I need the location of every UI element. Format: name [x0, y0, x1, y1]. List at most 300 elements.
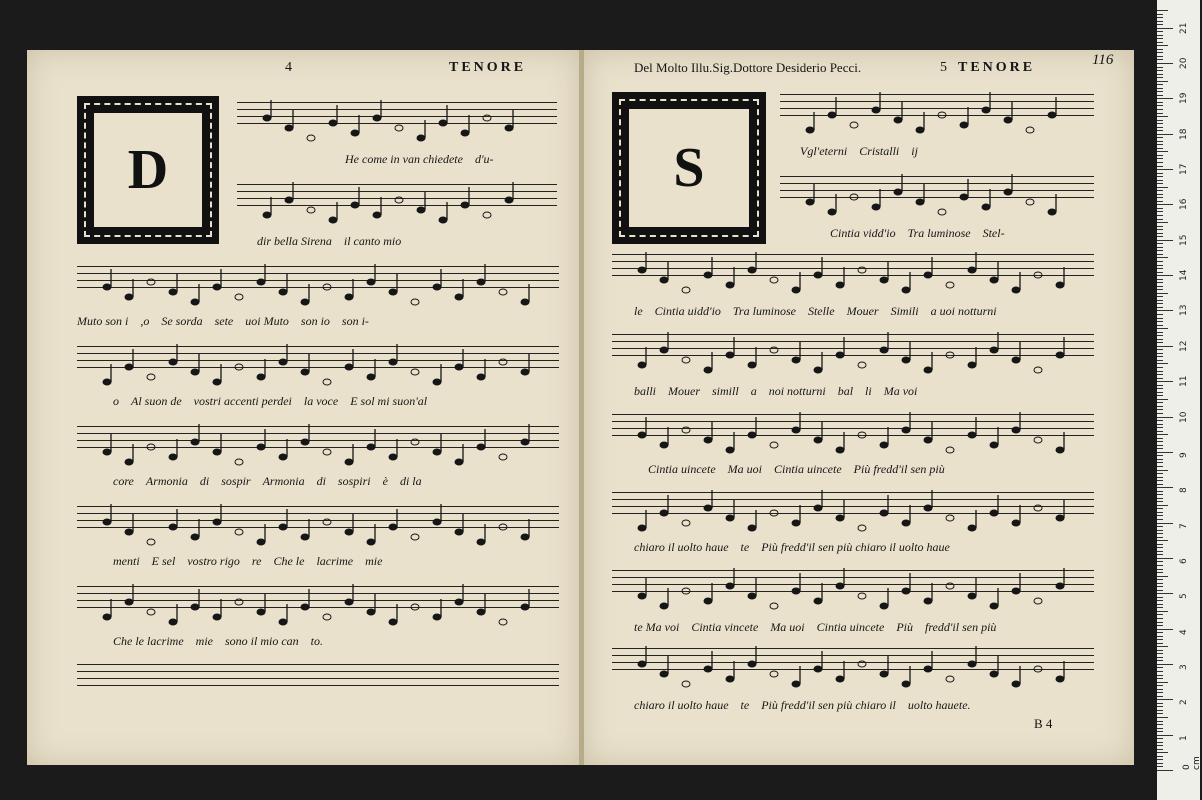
- ruler-tick: [1157, 148, 1163, 149]
- note-head: [792, 520, 800, 526]
- note-head: [125, 459, 133, 465]
- note-head: [916, 199, 924, 205]
- note-head: [213, 379, 221, 385]
- ruler-tick: [1157, 279, 1163, 280]
- left-page: [27, 50, 579, 765]
- ruler-tick: [1157, 452, 1173, 453]
- ruler-tick: [1157, 56, 1163, 57]
- lyric-line-4: o Al suon de vostri accenti perdei la voce E sol mi suon'al: [113, 394, 428, 408]
- note-head: [938, 112, 946, 118]
- ruler-tick: [1157, 484, 1163, 485]
- staff-notes: [77, 572, 559, 628]
- staff-notes: [612, 240, 1094, 296]
- note-head: [235, 529, 243, 535]
- ruler-tick: [1157, 462, 1163, 463]
- note-head: [433, 449, 441, 455]
- ruler-tick: [1157, 70, 1163, 71]
- note-head: [1034, 666, 1042, 672]
- decorated-initial-d: [77, 96, 219, 244]
- note-head: [257, 444, 265, 450]
- ruler-tick: [1157, 583, 1163, 584]
- note-head: [982, 204, 990, 210]
- ruler-tick: [1157, 494, 1163, 495]
- ruler-tick: [1157, 187, 1168, 188]
- ruler-tick: [1157, 558, 1173, 559]
- note-head: [946, 352, 954, 358]
- note-head: [103, 614, 111, 620]
- lyric-line-2: Cintia vidd'io Tra luminose Stel-: [830, 226, 1005, 240]
- note-head: [1012, 357, 1020, 363]
- note-head: [814, 367, 822, 373]
- note-head: [433, 284, 441, 290]
- ruler-tick: [1157, 703, 1163, 704]
- ruler-tick: [1157, 399, 1168, 400]
- ruler-tick: [1157, 282, 1163, 283]
- note-head: [521, 439, 529, 445]
- ruler-tick: [1157, 250, 1163, 251]
- ruler-tick: [1157, 735, 1173, 736]
- note-head: [345, 294, 353, 300]
- note-head: [806, 127, 814, 133]
- ruler-tick: [1157, 127, 1163, 128]
- note-head: [858, 525, 866, 531]
- ruler-tick: [1157, 413, 1163, 414]
- ruler-tick: [1157, 169, 1173, 170]
- ruler-tick: [1157, 31, 1163, 32]
- ruler-tick: [1157, 526, 1163, 527]
- ruler-tick: [1157, 81, 1168, 82]
- music-staff: [237, 184, 557, 212]
- ruler-tick: [1157, 569, 1163, 570]
- note-head: [880, 671, 888, 677]
- ruler-tick: [1157, 643, 1163, 644]
- note-head: [499, 524, 507, 530]
- note-head: [836, 676, 844, 682]
- ruler-tick: [1157, 265, 1163, 266]
- left-page-number: 4: [285, 60, 292, 75]
- ruler-tick: [1157, 371, 1163, 372]
- ruler-tick: [1157, 625, 1163, 626]
- note-head: [345, 529, 353, 535]
- ruler-label: 21: [1179, 22, 1189, 34]
- ruler-tick: [1157, 561, 1163, 562]
- note-head: [279, 289, 287, 295]
- ruler-tick: [1157, 756, 1163, 757]
- ruler-tick: [1157, 650, 1163, 651]
- ruler-tick: [1157, 49, 1163, 50]
- note-head: [367, 279, 375, 285]
- note-head: [682, 357, 690, 363]
- note-head: [191, 369, 199, 375]
- note-head: [235, 294, 243, 300]
- note-head: [389, 359, 397, 365]
- ruler-tick: [1157, 710, 1163, 711]
- ruler-tick: [1157, 342, 1163, 343]
- ruler-label: 14: [1179, 269, 1189, 282]
- note-head: [103, 379, 111, 385]
- note-head: [147, 444, 155, 450]
- ruler-tick: [1157, 438, 1163, 439]
- ruler-tick: [1157, 144, 1163, 145]
- ruler-tick: [1157, 374, 1163, 375]
- ruler-tick: [1157, 448, 1163, 449]
- ruler-tick: [1157, 392, 1163, 393]
- note-head: [477, 279, 485, 285]
- note-head: [1012, 681, 1020, 687]
- note-head: [235, 459, 243, 465]
- ruler-tick: [1157, 381, 1173, 382]
- note-head: [389, 619, 397, 625]
- note-head: [125, 364, 133, 370]
- right-page-number: 5: [940, 60, 947, 75]
- ruler-tick: [1157, 236, 1163, 237]
- note-head: [125, 294, 133, 300]
- note-head: [455, 459, 463, 465]
- ruler-tick: [1157, 254, 1163, 255]
- note-head: [1012, 427, 1020, 433]
- note-head: [169, 289, 177, 295]
- ruler-tick: [1157, 473, 1163, 474]
- staff-notes: [77, 492, 559, 548]
- ruler-tick: [1157, 547, 1163, 548]
- ruler-tick: [1157, 95, 1163, 96]
- note-head: [858, 432, 866, 438]
- ruler-tick: [1157, 530, 1163, 531]
- note-head: [872, 107, 880, 113]
- measurement-ruler: [1157, 0, 1200, 800]
- note-head: [946, 676, 954, 682]
- ruler-tick: [1157, 487, 1173, 488]
- note-head: [329, 120, 337, 126]
- ruler-tick: [1157, 261, 1163, 262]
- note-head: [345, 364, 353, 370]
- note-head: [748, 432, 756, 438]
- ruler-tick: [1157, 367, 1163, 368]
- ruler-label: 4: [1179, 628, 1189, 635]
- note-head: [103, 449, 111, 455]
- ruler-tick: [1157, 431, 1163, 432]
- note-head: [858, 593, 866, 599]
- note-head: [257, 609, 265, 615]
- note-head: [307, 207, 315, 213]
- note-head: [1004, 189, 1012, 195]
- note-head: [301, 369, 309, 375]
- ruler-tick: [1157, 328, 1168, 329]
- staff-notes: [612, 634, 1094, 690]
- ruler-tick: [1157, 622, 1163, 623]
- ruler-tick: [1157, 470, 1168, 471]
- note-head: [461, 130, 469, 136]
- note-head: [169, 454, 177, 460]
- note-head: [990, 442, 998, 448]
- note-head: [902, 357, 910, 363]
- note-head: [814, 666, 822, 672]
- note-head: [257, 539, 265, 545]
- ruler-label: 10: [1179, 411, 1189, 423]
- note-head: [682, 520, 690, 526]
- ruler-tick: [1157, 675, 1163, 676]
- ruler-label: 1: [1179, 734, 1189, 741]
- ruler-tick: [1157, 360, 1163, 361]
- ruler-tick: [1157, 91, 1163, 92]
- staff-notes: [780, 162, 1094, 218]
- note-head: [323, 449, 331, 455]
- note-head: [968, 267, 976, 273]
- ruler-tick: [1157, 728, 1163, 729]
- note-head: [748, 525, 756, 531]
- note-head: [792, 287, 800, 293]
- ruler-tick: [1157, 219, 1163, 220]
- note-head: [389, 524, 397, 530]
- note-head: [902, 520, 910, 526]
- note-head: [461, 202, 469, 208]
- ruler-tick: [1157, 204, 1173, 205]
- ruler-tick: [1157, 576, 1168, 577]
- note-head: [411, 534, 419, 540]
- ruler-tick: [1157, 395, 1163, 396]
- ruler-tick: [1157, 28, 1173, 29]
- ruler-tick: [1157, 639, 1163, 640]
- note-head: [147, 279, 155, 285]
- ruler-tick: [1157, 597, 1163, 598]
- ruler-tick: [1157, 201, 1163, 202]
- note-head: [1034, 272, 1042, 278]
- note-head: [125, 529, 133, 535]
- ruler-label: 7: [1179, 522, 1189, 529]
- ruler-tick: [1157, 296, 1163, 297]
- note-head: [792, 427, 800, 433]
- ruler-tick: [1157, 10, 1168, 11]
- ruler-tick: [1157, 745, 1163, 746]
- note-head: [521, 369, 529, 375]
- note-head: [924, 598, 932, 604]
- ruler-tick: [1157, 98, 1173, 99]
- ruler-tick: [1157, 74, 1163, 75]
- music-staff: [77, 586, 559, 614]
- note-head: [880, 277, 888, 283]
- ruler-tick: [1157, 611, 1168, 612]
- ruler-tick: [1157, 505, 1168, 506]
- note-head: [389, 289, 397, 295]
- ruler-tick: [1157, 363, 1168, 364]
- ruler-tick: [1157, 417, 1173, 418]
- staff-notes: [780, 80, 1094, 136]
- note-head: [828, 209, 836, 215]
- ruler-tick: [1157, 770, 1173, 771]
- ruler-tick: [1157, 134, 1173, 135]
- note-head: [806, 199, 814, 205]
- note-head: [285, 125, 293, 131]
- note-head: [345, 599, 353, 605]
- note-head: [638, 362, 646, 368]
- note-head: [902, 287, 910, 293]
- ruler-unit-label: 0 cm: [1182, 756, 1202, 770]
- decorated-initial-s: [612, 92, 766, 244]
- note-head: [748, 362, 756, 368]
- lyric-line-7: Che le lacrime mie sono il mio can to.: [113, 634, 323, 648]
- ruler-tick: [1157, 544, 1163, 545]
- note-head: [521, 604, 529, 610]
- note-head: [704, 367, 712, 373]
- ruler-tick: [1157, 455, 1163, 456]
- note-head: [521, 534, 529, 540]
- note-head: [279, 619, 287, 625]
- ruler-tick: [1157, 713, 1163, 714]
- ruler-tick: [1157, 385, 1163, 386]
- note-head: [924, 505, 932, 511]
- ruler-tick: [1157, 247, 1163, 248]
- note-head: [682, 287, 690, 293]
- ruler-tick: [1157, 590, 1163, 591]
- lyric-line-6: menti E sel vostro rigo re Che le lacrime mie: [113, 554, 383, 568]
- initial-letter: D: [127, 139, 169, 201]
- ruler-tick: [1157, 88, 1163, 89]
- ruler-tick: [1157, 215, 1163, 216]
- note-head: [1056, 352, 1064, 358]
- ruler-tick: [1157, 459, 1163, 460]
- note-head: [638, 432, 646, 438]
- ruler-tick: [1157, 166, 1163, 167]
- note-head: [836, 447, 844, 453]
- note-head: [411, 369, 419, 375]
- ruler-label: 2: [1179, 699, 1189, 706]
- note-head: [726, 676, 734, 682]
- note-head: [770, 510, 778, 516]
- note-head: [389, 454, 397, 460]
- note-head: [1056, 282, 1064, 288]
- music-staff: [237, 102, 557, 130]
- ruler-tick: [1157, 378, 1163, 379]
- note-head: [704, 666, 712, 672]
- note-head: [455, 599, 463, 605]
- note-head: [351, 130, 359, 136]
- ruler-tick: [1157, 158, 1163, 159]
- ruler-tick: [1157, 151, 1168, 152]
- handwritten-folio: 116: [1092, 52, 1114, 68]
- note-head: [902, 427, 910, 433]
- ruler-tick: [1157, 268, 1163, 269]
- ruler-tick: [1157, 593, 1173, 594]
- note-head: [279, 524, 287, 530]
- ruler-tick: [1157, 706, 1163, 707]
- ruler-tick: [1157, 445, 1163, 446]
- note-head: [1056, 583, 1064, 589]
- note-head: [499, 289, 507, 295]
- note-head: [483, 115, 491, 121]
- ruler-tick: [1157, 38, 1163, 39]
- note-head: [880, 510, 888, 516]
- ruler-tick: [1157, 537, 1163, 538]
- note-head: [125, 599, 133, 605]
- note-head: [263, 212, 271, 218]
- ruler-label: 15: [1179, 234, 1189, 246]
- note-head: [417, 207, 425, 213]
- ruler-tick: [1157, 554, 1163, 555]
- note-head: [880, 442, 888, 448]
- ruler-tick: [1157, 52, 1163, 53]
- note-head: [682, 427, 690, 433]
- note-head: [1012, 520, 1020, 526]
- note-head: [323, 614, 331, 620]
- ruler-tick: [1157, 498, 1163, 499]
- note-head: [1034, 505, 1042, 511]
- ruler-tick: [1157, 21, 1163, 22]
- ruler-tick: [1157, 724, 1163, 725]
- music-staff: [780, 94, 1094, 122]
- ruler-tick: [1157, 689, 1163, 690]
- note-head: [704, 272, 712, 278]
- note-head: [726, 515, 734, 521]
- ruler-tick: [1157, 402, 1163, 403]
- note-head: [147, 374, 155, 380]
- note-head: [682, 588, 690, 594]
- ruler-tick: [1157, 427, 1163, 428]
- note-head: [411, 604, 419, 610]
- note-head: [169, 524, 177, 530]
- note-head: [395, 197, 403, 203]
- ruler-tick: [1157, 441, 1163, 442]
- ruler-tick: [1157, 353, 1163, 354]
- note-head: [990, 603, 998, 609]
- note-head: [433, 614, 441, 620]
- note-head: [814, 272, 822, 278]
- note-head: [439, 217, 447, 223]
- ruler-tick: [1157, 194, 1163, 195]
- ruler-tick: [1157, 293, 1168, 294]
- ruler-tick: [1157, 434, 1168, 435]
- note-head: [704, 437, 712, 443]
- note-head: [455, 529, 463, 535]
- note-head: [880, 347, 888, 353]
- ruler-tick: [1157, 240, 1173, 241]
- note-head: [850, 194, 858, 200]
- ruler-tick: [1157, 84, 1163, 85]
- ruler-tick: [1157, 173, 1163, 174]
- lyric-line-8: chiaro il uolto haue te Più fredd'il sen più chiaro il uolto hauete.: [634, 698, 971, 712]
- note-head: [894, 189, 902, 195]
- music-staff: [612, 648, 1094, 676]
- ruler-tick: [1157, 466, 1163, 467]
- note-head: [213, 449, 221, 455]
- ruler-tick: [1157, 24, 1163, 25]
- ruler-tick: [1157, 190, 1163, 191]
- note-head: [1026, 127, 1034, 133]
- note-head: [373, 115, 381, 121]
- note-head: [814, 437, 822, 443]
- note-head: [1048, 112, 1056, 118]
- staff-notes: [612, 556, 1094, 612]
- music-staff: [612, 254, 1094, 282]
- note-head: [235, 364, 243, 370]
- ruler-tick: [1157, 685, 1163, 686]
- note-head: [872, 204, 880, 210]
- note-head: [770, 277, 778, 283]
- note-head: [323, 284, 331, 290]
- note-head: [990, 510, 998, 516]
- note-head: [169, 619, 177, 625]
- note-head: [924, 437, 932, 443]
- note-head: [285, 197, 293, 203]
- right-voice-label: TENORE: [958, 60, 1036, 75]
- ruler-tick: [1157, 356, 1163, 357]
- note-head: [638, 525, 646, 531]
- note-head: [968, 362, 976, 368]
- ruler-label: 12: [1179, 340, 1189, 352]
- staff-notes: [237, 88, 557, 144]
- note-head: [660, 510, 668, 516]
- lyric-line-7: te Ma voi Cintia vincete Ma uoi Cintia uincete Più fredd'il sen più: [634, 620, 997, 634]
- note-head: [455, 364, 463, 370]
